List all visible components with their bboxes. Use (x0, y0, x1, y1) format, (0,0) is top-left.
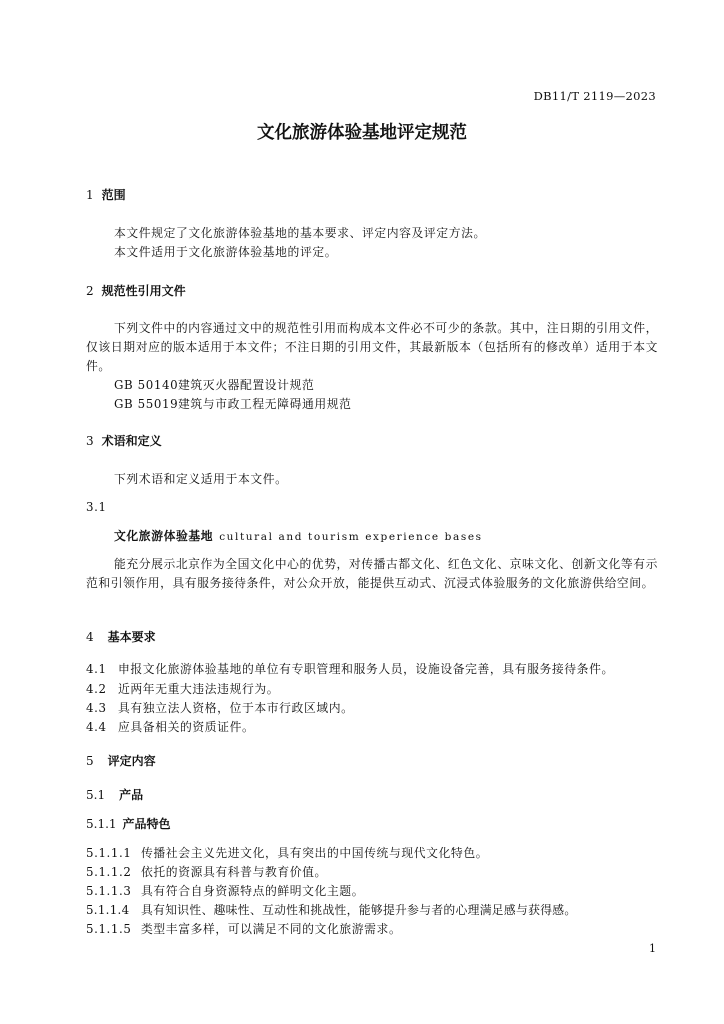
section-number: 4 (86, 630, 94, 644)
item-text: 依托的资源具有科普与教育价值。 (141, 865, 327, 879)
item-text: 近两年无重大违法违规行为。 (118, 682, 280, 696)
item-number: 5.1.1.3 (86, 884, 132, 898)
page-number: 1 (649, 942, 656, 955)
reference-item (114, 395, 352, 412)
terms-intro: 下列术语和定义适用于本文件。 (114, 472, 288, 486)
document-title: 文化旅游体验基地评定规范 (257, 123, 467, 143)
subsection-5-1-1-heading (86, 815, 171, 832)
requirement-item (86, 699, 354, 716)
reference-name: 建筑与市政工程无障碍通用规范 (178, 397, 352, 411)
subsection-number: 5.1 (86, 788, 106, 802)
content-item (86, 863, 327, 880)
term-english: cultural and tourism experience bases (219, 531, 483, 543)
section-title: 评定内容 (107, 754, 156, 768)
subsection-5-1-heading (86, 786, 143, 803)
requirement-item (86, 680, 279, 697)
item-text: 类型丰富多样，可以满足不同的文化旅游需求。 (141, 922, 402, 936)
section-title: 范围 (101, 188, 126, 202)
section-2-heading (86, 282, 186, 299)
reference-item (114, 376, 314, 393)
reference-code: GB 50140 (114, 378, 179, 392)
section-title: 规范性引用文件 (101, 284, 186, 298)
section-number: 1 (86, 188, 94, 202)
term-chinese: 文化旅游体验基地 (114, 529, 214, 543)
term-entry (114, 527, 483, 544)
item-number: 4.3 (86, 701, 107, 715)
item-text: 应具备相关的资质证件。 (118, 720, 255, 734)
content-item (86, 882, 364, 899)
item-number: 5.1.1.5 (86, 922, 132, 936)
term-definition: 能充分展示北京作为全国文化中心的优势，对传播古都文化、红色文化、京味文化、创新文化等有示范和引领作用，具有服务接待条件，对公众开放，能提供互动式、沉浸式体验服务的文化旅游供给空间。 (86, 557, 658, 590)
section-5-heading (86, 752, 156, 769)
reference-name: 建筑灭火器配置设计规范 (178, 378, 315, 392)
term-number: 3.1 (86, 500, 107, 514)
scope-line-2: 本文件适用于文化旅游体验基地的评定。 (114, 245, 338, 259)
section-title: 术语和定义 (101, 434, 162, 448)
scope-line-1: 本文件规定了文化旅游体验基地的基本要求、评定内容及评定方法。 (114, 226, 486, 240)
item-number: 5.1.1.2 (86, 865, 132, 879)
content-item (86, 920, 401, 937)
subsection-title: 产品 (119, 788, 144, 802)
normative-references-paragraph: 下列文件中的内容通过文中的规范性引用而构成本文件必不可少的条款。其中，注日期的引用文件，仅该日期对应的版本适用于本文件；不注日期的引用文件，其最新版本（包括所有的修改单）适用于本文件。 (86, 321, 658, 373)
item-text: 申报文化旅游体验基地的单位有专职管理和服务人员，设施设备完善，具有服务接待条件。 (118, 662, 614, 676)
section-1-heading (86, 186, 126, 203)
section-number: 5 (86, 754, 94, 768)
document-code: DB11/T 2119—2023 (533, 89, 656, 103)
section-title: 基本要求 (107, 630, 156, 644)
requirement-item (86, 718, 254, 735)
item-text: 具有符合自身资源特点的鲜明文化主题。 (141, 884, 365, 898)
item-number: 5.1.1.4 (86, 903, 130, 917)
item-number: 4.2 (86, 682, 107, 696)
subsection-title: 产品特色 (122, 817, 171, 831)
content-item (86, 844, 488, 861)
section-4-heading (86, 628, 156, 645)
reference-code: GB 55019 (114, 397, 179, 411)
section-number: 2 (86, 284, 94, 298)
item-number: 4.4 (86, 720, 107, 734)
section-3-heading (86, 432, 162, 449)
item-number: 5.1.1.1 (86, 846, 132, 860)
item-number: 4.1 (86, 662, 107, 676)
requirement-item (86, 660, 614, 677)
subsection-number: 5.1.1 (86, 817, 117, 831)
content-item (86, 901, 577, 918)
item-text: 具有知识性、趣味性、互动性和挑战性，能够提升参与者的心理满足感与获得感。 (141, 903, 577, 917)
item-text: 传播社会主义先进文化，具有突出的中国传统与现代文化特色。 (141, 846, 489, 860)
item-text: 具有独立法人资格，位于本市行政区域内。 (118, 701, 354, 715)
section-number: 3 (86, 434, 94, 448)
